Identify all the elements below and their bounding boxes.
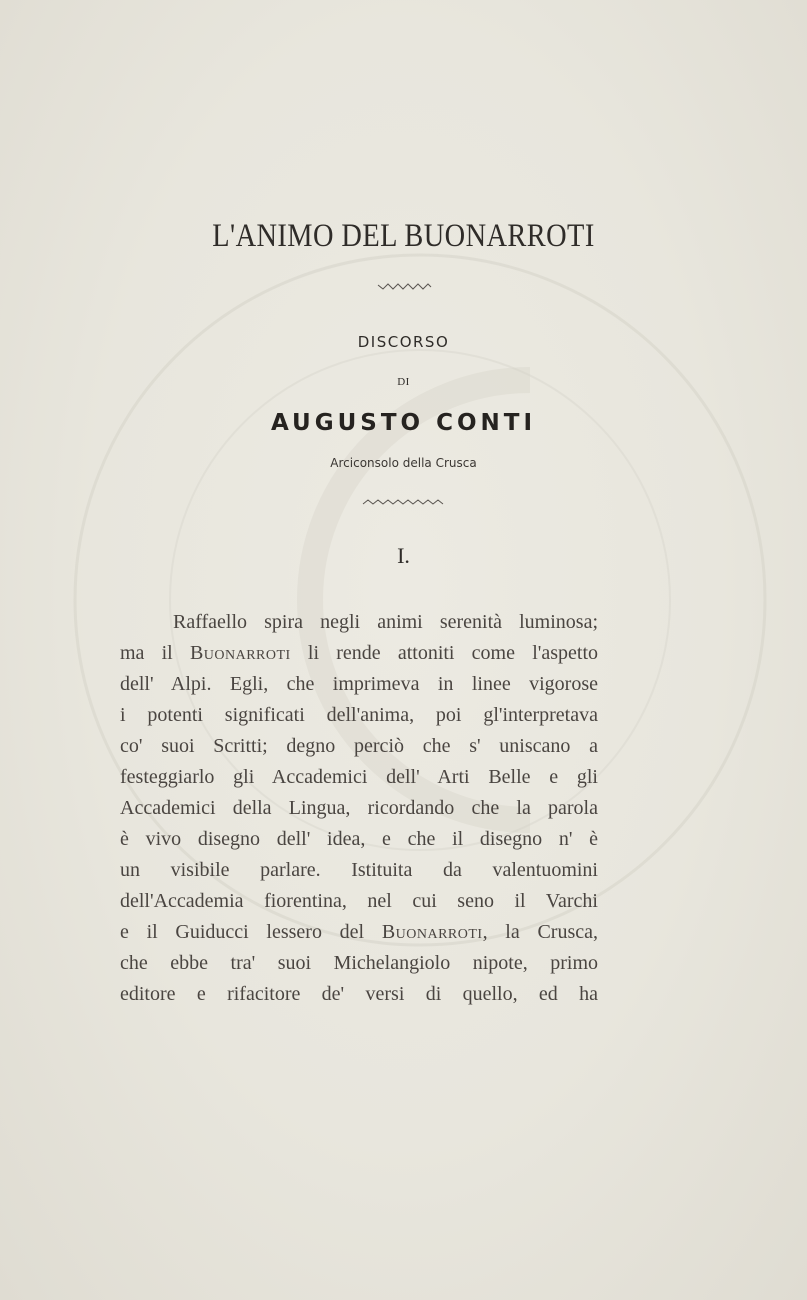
author-role: Arciconsolo della Crusca [330,456,477,470]
section-ornament-icon [0,492,807,511]
surname-small-caps: Buonarroti [189,642,291,664]
paragraph-line: dell' Alpi. Egli, che imprimeva in linee vigorose [120,673,598,695]
subtitle: DISCORSO [357,333,450,351]
paragraph-line: Accademici della Lingua, ricordando che la parola [120,797,598,819]
paragraph-line: editore e rifacitore de' versi di quello, ed ha [120,983,598,1005]
paragraph-line: è vivo disegno dell' idea, e che il disegno n' è [120,828,598,850]
section-number: I. [397,543,410,568]
title-ornament-icon [0,276,807,295]
paragraph-line: festeggiarlo gli Accademici dell' Arti Belle e gli [120,766,598,788]
surname-small-caps: Buonarroti [381,921,483,943]
paragraph [120,607,598,1010]
paragraph-line: ma il Buonarroti li rende attoniti come l'aspetto [120,642,598,664]
paragraph-line: Raffaello spira negli animi serenità luminosa; [173,611,598,633]
paragraph-line: e il Guiducci lessero del Buonarroti, la Crusca, [120,921,598,943]
page-title: L'ANIMO DEL BUONARROTI [212,218,595,254]
author-preposition: DI [397,376,410,388]
paragraph-line: che ebbe tra' suoi Michelangiolo nipote, primo [120,952,598,974]
paragraph-line: un visibile parlare. Istituita da valentuomini [120,859,598,881]
paragraph-line: i potenti significati dell'anima, poi gl'interpretava [120,704,598,726]
paragraph-line: dell'Accademia fiorentina, nel cui seno il Varchi [120,890,598,912]
paragraph-line: co' suoi Scritti; degno perciò che s' uniscano a [120,735,598,757]
author-name: AUGUSTO CONTI [270,410,537,436]
